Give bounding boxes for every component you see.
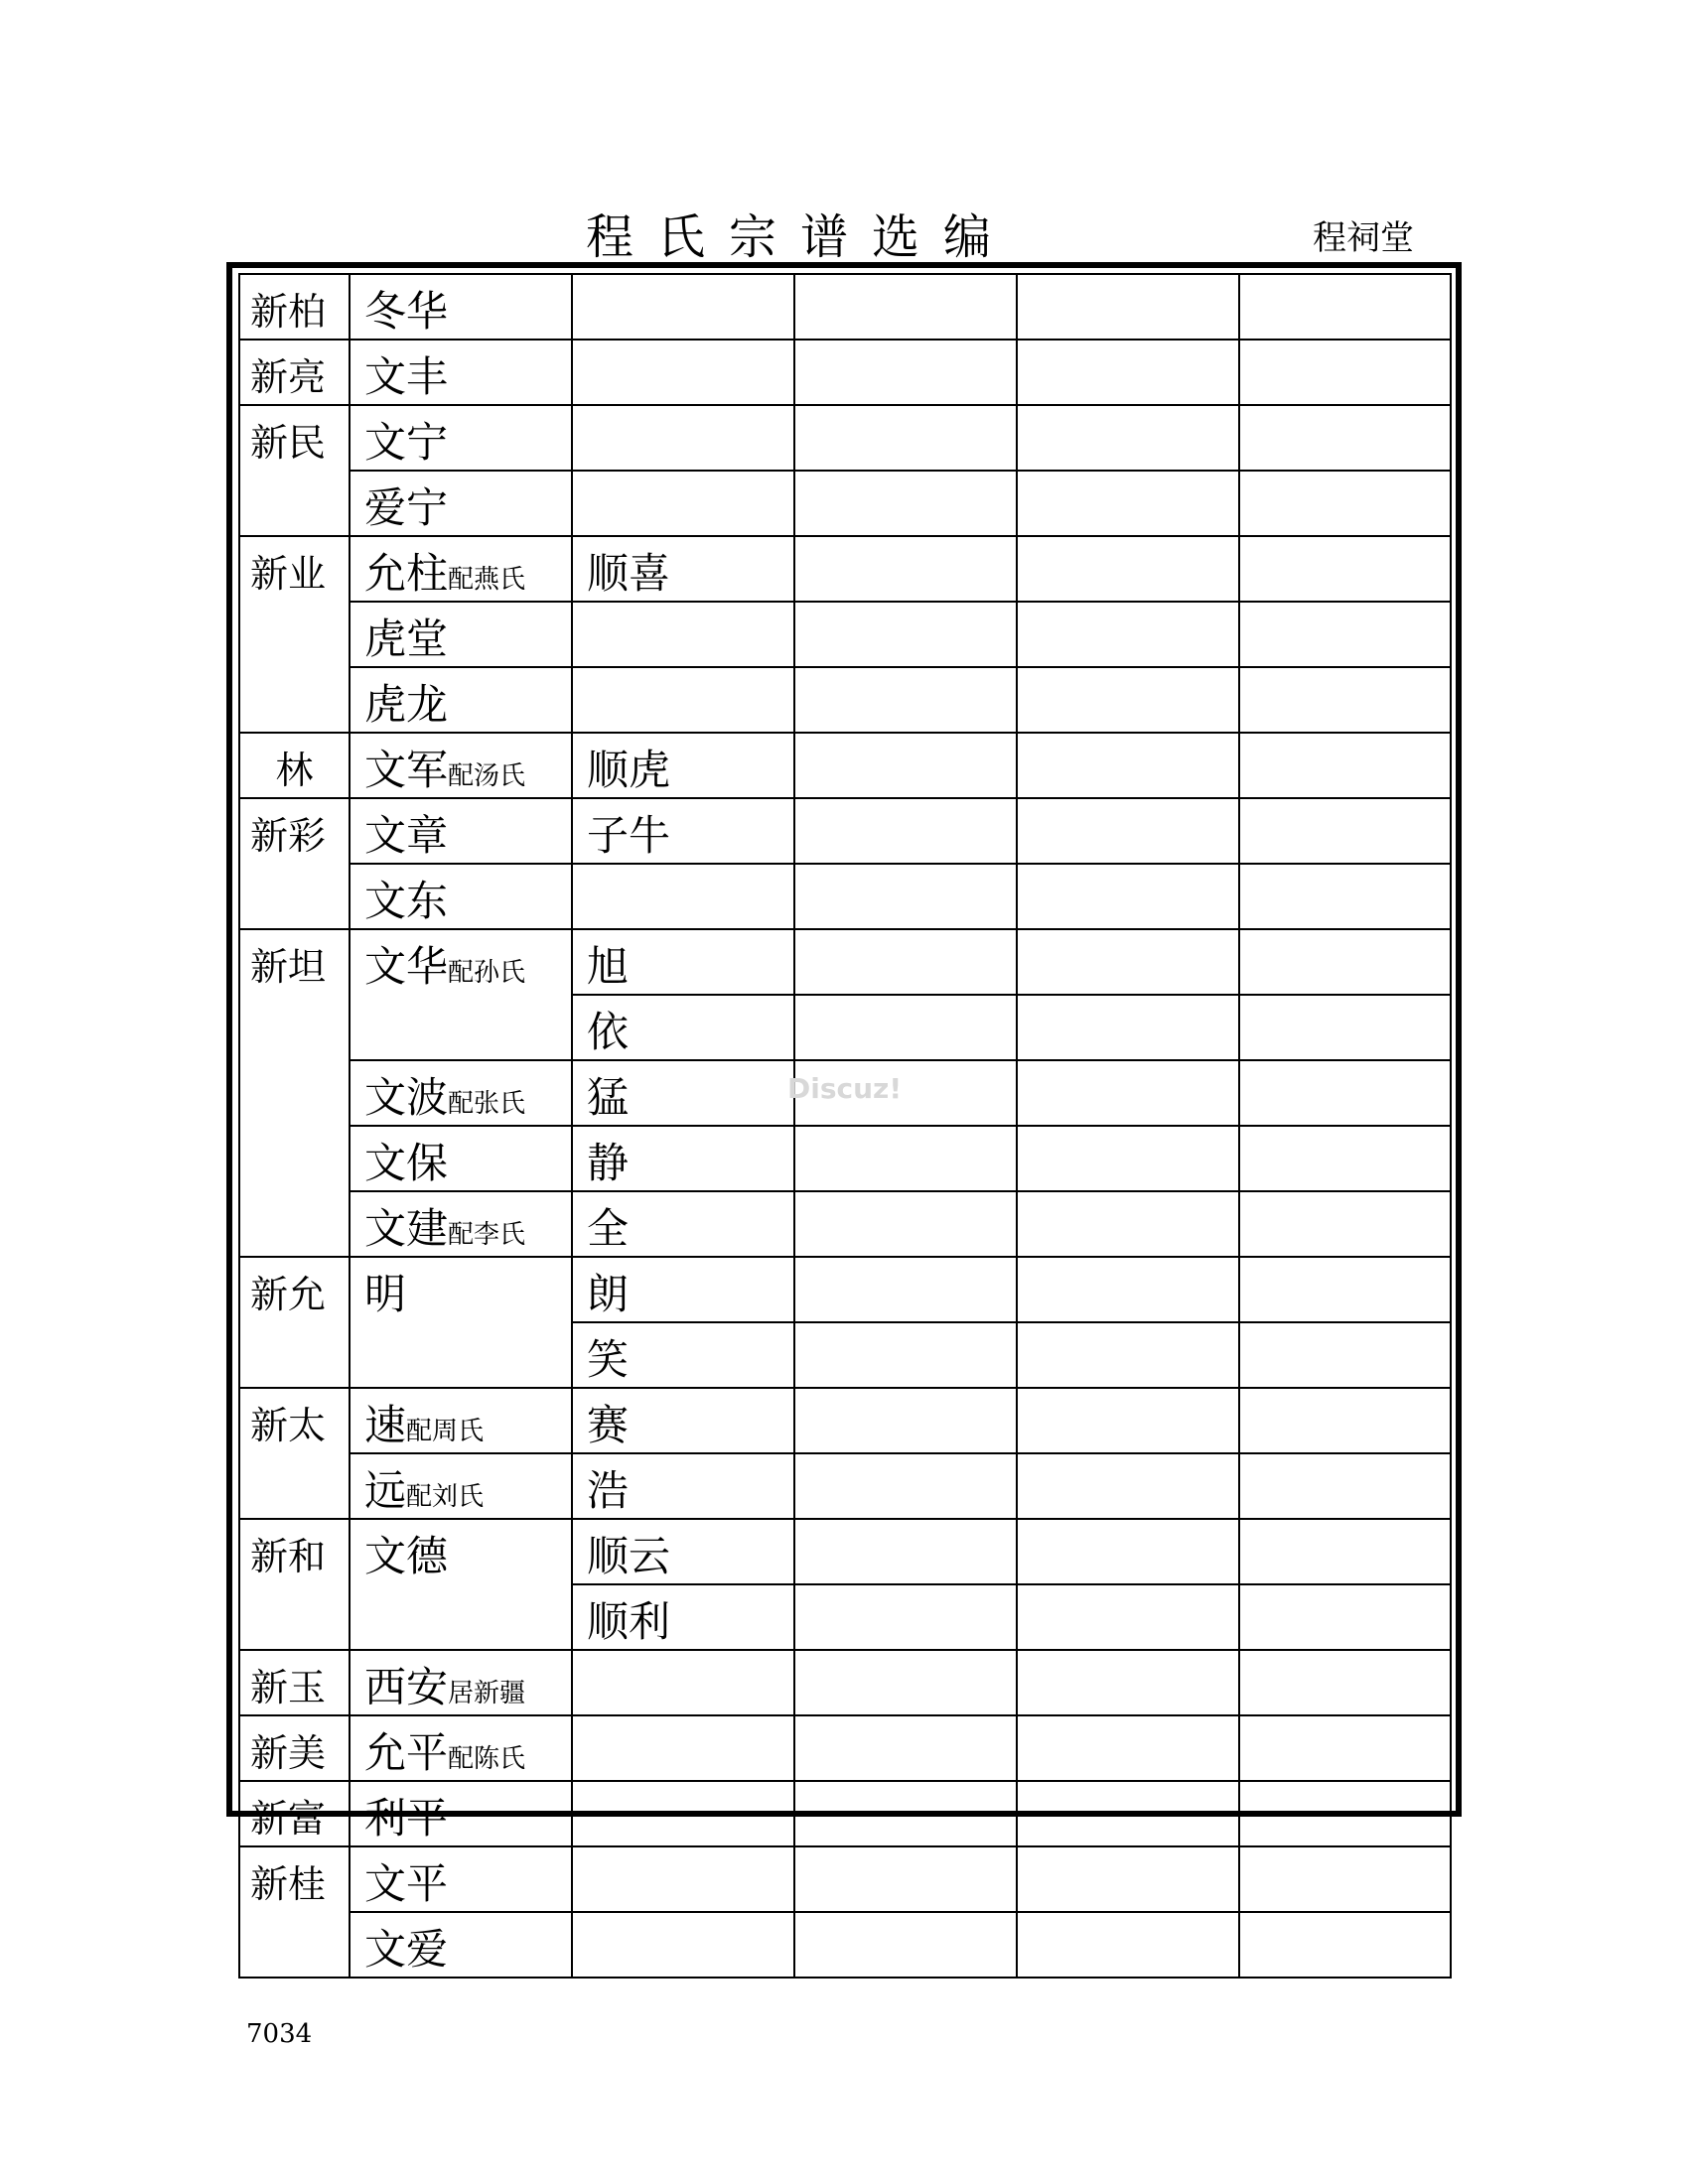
watermark: Discuz! <box>787 1072 903 1105</box>
name-cell <box>350 1191 572 1257</box>
spouse-note: 配燕氏 <box>448 565 526 595</box>
child-cell: 猛 <box>572 1060 794 1126</box>
table-row <box>239 1650 1451 1715</box>
generation-cell: 新允 <box>239 1257 350 1388</box>
table-row <box>239 798 1451 864</box>
table-row <box>239 1781 1451 1846</box>
spouse-note: 配周氏 <box>406 1417 485 1446</box>
table-row <box>239 929 1451 995</box>
name-cell <box>350 1126 572 1191</box>
child-cell: 赛 <box>572 1388 794 1453</box>
name-cell <box>350 1846 572 1912</box>
person-name: 文建 <box>364 1204 449 1253</box>
person-name: 冬华 <box>364 287 449 336</box>
name-cell <box>350 864 572 929</box>
person-name: 文军 <box>364 746 449 794</box>
table-row <box>239 1519 1451 1584</box>
person-name: 文波 <box>364 1073 449 1122</box>
person-name: 文平 <box>364 1859 449 1908</box>
name-cell <box>350 1650 572 1715</box>
table-row <box>239 1126 1451 1191</box>
table-row <box>239 1191 1451 1257</box>
name-cell <box>350 1781 572 1846</box>
name-cell <box>350 405 572 471</box>
person-name: 文德 <box>364 1532 449 1580</box>
generation-cell: 新富 <box>239 1781 350 1846</box>
name-cell <box>350 602 572 667</box>
name-cell <box>350 1388 572 1453</box>
name-cell <box>350 471 572 536</box>
person-name: 文保 <box>364 1139 449 1187</box>
spouse-note: 配汤氏 <box>448 761 526 791</box>
child-cell: 笑 <box>572 1322 794 1388</box>
person-name: 允平 <box>364 1728 449 1777</box>
name-cell <box>350 274 572 340</box>
table-row <box>239 1388 1451 1453</box>
generation-cell: 新美 <box>239 1715 350 1781</box>
name-cell <box>350 929 572 1060</box>
table-row <box>239 405 1451 471</box>
table-row <box>239 471 1451 536</box>
table-row <box>239 1257 1451 1322</box>
table-row <box>239 733 1451 798</box>
person-name: 文东 <box>364 877 449 925</box>
child-cell: 全 <box>572 1191 794 1257</box>
table-row <box>239 274 1451 340</box>
spouse-note: 配张氏 <box>448 1089 526 1119</box>
generation-cell: 新民 <box>239 405 350 536</box>
child-cell: 依 <box>572 995 794 1060</box>
generation-cell: 新柏 <box>239 274 350 340</box>
hall-name: 程祠堂 <box>1313 218 1414 258</box>
name-cell <box>350 1257 572 1388</box>
generation-cell: 新亮 <box>239 340 350 405</box>
person-name: 文章 <box>364 811 449 860</box>
table-row <box>239 1715 1451 1781</box>
person-name: 速 <box>364 1401 407 1449</box>
residence-note: 居新疆 <box>448 1679 526 1708</box>
name-cell <box>350 1519 572 1650</box>
name-cell <box>350 798 572 864</box>
child-cell: 顺喜 <box>572 536 794 602</box>
spouse-note: 配孙氏 <box>448 958 526 988</box>
person-name: 允柱 <box>364 549 449 598</box>
person-name: 远 <box>364 1466 407 1515</box>
generation-cell: 新坦 <box>239 929 350 1257</box>
name-cell <box>350 733 572 798</box>
name-cell <box>350 1453 572 1519</box>
person-name: 西安 <box>364 1663 449 1711</box>
spouse-note: 配陈氏 <box>448 1744 526 1774</box>
person-name: 文丰 <box>364 352 449 401</box>
child-cell: 静 <box>572 1126 794 1191</box>
child-cell: 朗 <box>572 1257 794 1322</box>
person-name: 虎堂 <box>364 614 449 663</box>
child-cell: 顺云 <box>572 1519 794 1584</box>
generation-cell: 新太 <box>239 1388 350 1519</box>
table-row <box>239 1846 1451 1912</box>
name-cell <box>350 667 572 733</box>
table-row <box>239 602 1451 667</box>
generation-cell: 新彩 <box>239 798 350 929</box>
name-cell <box>350 1060 572 1126</box>
table-row <box>239 340 1451 405</box>
child-cell: 顺利 <box>572 1584 794 1650</box>
generation-cell: 新和 <box>239 1519 350 1650</box>
genealogy-table <box>238 273 1452 1979</box>
person-name: 文华 <box>364 942 449 991</box>
generation-cell: 新桂 <box>239 1846 350 1978</box>
table-row <box>239 536 1451 602</box>
name-cell <box>350 1912 572 1978</box>
page-number: 7034 <box>246 2019 313 2049</box>
page-title: 程氏宗谱选编 <box>586 209 1016 265</box>
name-cell <box>350 536 572 602</box>
child-cell: 旭 <box>572 929 794 995</box>
table-row <box>239 1912 1451 1978</box>
table-row <box>239 667 1451 733</box>
generation-cell: 新玉 <box>239 1650 350 1715</box>
generation-cell: 新业 <box>239 536 350 733</box>
person-name: 爱宁 <box>364 483 449 532</box>
name-cell <box>350 340 572 405</box>
child-cell: 浩 <box>572 1453 794 1519</box>
table-row <box>239 1453 1451 1519</box>
person-name: 文宁 <box>364 418 449 467</box>
table-row <box>239 864 1451 929</box>
person-name: 利平 <box>364 1794 449 1843</box>
name-cell <box>350 1715 572 1781</box>
person-name: 虎龙 <box>364 680 449 729</box>
child-cell: 子牛 <box>572 798 794 864</box>
generation-cell: 林 <box>239 733 350 798</box>
spouse-note: 配李氏 <box>448 1220 526 1250</box>
child-cell: 顺虎 <box>572 733 794 798</box>
spouse-note: 配刘氏 <box>406 1482 485 1512</box>
person-name: 文爱 <box>364 1925 449 1974</box>
person-name: 明 <box>364 1270 407 1318</box>
